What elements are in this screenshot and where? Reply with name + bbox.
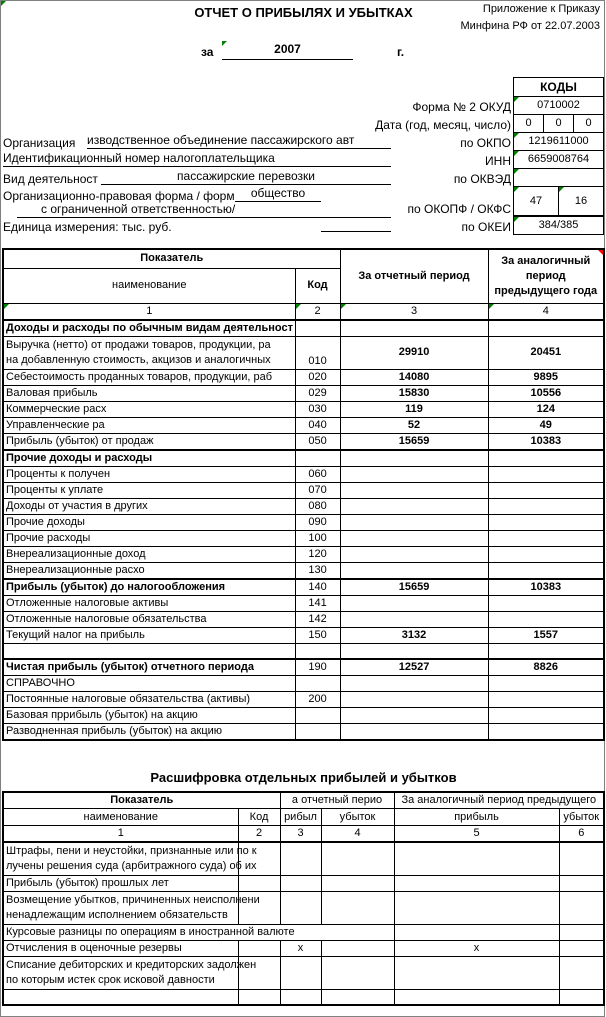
- row-code-cell: [238, 875, 280, 891]
- row-code-cell[interactable]: 120: [295, 546, 340, 562]
- table-row: [3, 482, 604, 498]
- value-cell-profit-previous[interactable]: [394, 956, 559, 989]
- value-cell-loss-current[interactable]: [321, 989, 394, 1005]
- row-label: Прочие доходы: [3, 514, 295, 530]
- row-label: Базовая пррибыль (убыток) на акцию: [3, 708, 295, 724]
- row-label: Управленческие ра: [3, 417, 295, 433]
- row-label: СПРАВОЧНО: [3, 676, 295, 692]
- table-row: [3, 579, 604, 596]
- okpo-label: по ОКПО: [460, 136, 511, 150]
- value-cell-loss-current[interactable]: [321, 842, 394, 875]
- header-row-2: [3, 809, 604, 826]
- value-cell-current[interactable]: [340, 562, 488, 579]
- row-code-cell[interactable]: 030: [295, 401, 340, 417]
- value-cell-current[interactable]: 3132: [340, 627, 488, 643]
- inn-value-box[interactable]: 6659008764: [513, 150, 604, 169]
- row-code-cell: [295, 708, 340, 724]
- value-cell-current[interactable]: [340, 530, 488, 546]
- row-code-cell: [238, 940, 280, 956]
- value-cell-current[interactable]: [340, 724, 488, 741]
- header-previous-period: За аналогичный период предыдущего: [394, 792, 604, 809]
- row-label: Внереализационные доход: [3, 546, 295, 562]
- section-label: Доходы и расходы по обычным видам деятельност: [3, 320, 295, 337]
- col-number: 5: [394, 826, 559, 843]
- table-row: [3, 466, 604, 482]
- comment-marker-icon: [514, 97, 519, 102]
- table-row: [3, 989, 604, 1005]
- value-cell-loss-current[interactable]: [321, 875, 394, 891]
- okei-label: по ОКЕИ: [461, 220, 511, 234]
- row-label: Валовая прибыль: [3, 385, 295, 401]
- header-code: Код: [295, 268, 340, 303]
- value-cell-current[interactable]: [340, 482, 488, 498]
- value-cell-profit-current[interactable]: [280, 842, 321, 875]
- row-code-cell[interactable]: 040: [295, 417, 340, 433]
- col-number: 3: [340, 303, 488, 320]
- table-row: [3, 546, 604, 562]
- row-label: Возмещение убытков, причиненных неисполнени ненадлежащим исполнением обязательств: [3, 891, 238, 924]
- column-numbers-row: [3, 303, 604, 320]
- date-month-cell[interactable]: 0: [543, 115, 573, 132]
- comment-marker-icon: [222, 41, 227, 46]
- row-label: Списание дебиторских и кредиторских задолжен по которым истек срок исковой давности: [3, 956, 238, 989]
- okved-label: по ОКВЭД: [453, 172, 511, 186]
- unit-label: Единица измерения: тыс. руб.: [3, 220, 172, 234]
- value-cell-profit-current[interactable]: [280, 891, 321, 924]
- value-cell-profit-current[interactable]: [280, 956, 321, 989]
- value-cell-previous[interactable]: [488, 595, 604, 611]
- header-profit: рибыл: [280, 809, 321, 826]
- value-cell-previous[interactable]: [488, 676, 604, 692]
- value-cell-previous[interactable]: 10383: [488, 433, 604, 450]
- unit-blank-underline: [321, 216, 391, 232]
- table-row: [3, 956, 604, 989]
- comment-marker-icon: [514, 187, 519, 192]
- row-code-cell: [295, 724, 340, 741]
- okved-value-box[interactable]: [513, 168, 604, 187]
- value-cell-loss-current[interactable]: [321, 956, 394, 989]
- comment-marker-icon: [514, 169, 519, 174]
- org-label: Организация: [3, 136, 76, 150]
- comment-marker-icon: [489, 304, 494, 309]
- value-cell-previous[interactable]: [488, 530, 604, 546]
- comment-marker-icon: [341, 304, 346, 309]
- row-label: Коммерческие расх: [3, 401, 295, 417]
- table-row: [3, 875, 604, 891]
- page-title: ОТЧЕТ О ПРИБЫЛЯХ И УБЫТКАХ: [194, 5, 413, 20]
- row-code-cell[interactable]: 090: [295, 514, 340, 530]
- row-label: Постоянные налоговые обязательства (активы): [3, 692, 295, 708]
- comment-marker-icon: [514, 217, 519, 222]
- inn-short-label: ИНН: [485, 154, 511, 168]
- value-cell-current[interactable]: 15659: [340, 433, 488, 450]
- row-code-cell[interactable]: 140: [295, 579, 340, 596]
- table-row: [3, 676, 604, 692]
- row-code-cell: [238, 842, 280, 875]
- header-indicator: Показатель: [3, 792, 280, 809]
- row-label: Отчисления в оценочные резервы: [3, 940, 238, 956]
- comment-marker-icon: [559, 187, 564, 192]
- okud-label: Форма № 2 ОКУД: [412, 100, 511, 114]
- period-prefix: за: [201, 45, 214, 59]
- okopf-value-cell[interactable]: 47: [514, 187, 558, 215]
- row-label: Текущий налог на прибыль: [3, 627, 295, 643]
- value-cell-profit-previous[interactable]: [394, 875, 559, 891]
- row-code-cell: [295, 643, 340, 659]
- col-number: 4: [488, 303, 604, 320]
- value-cell-current[interactable]: [340, 320, 488, 337]
- comment-marker-icon: [514, 133, 519, 138]
- okpo-value-box[interactable]: 1219611000: [513, 132, 604, 151]
- value-cell-current[interactable]: [340, 643, 488, 659]
- header-current-period: За отчетный период: [340, 249, 488, 303]
- comment-marker-icon: [4, 304, 9, 309]
- table-row: [3, 924, 604, 940]
- value-cell-previous[interactable]: [488, 692, 604, 708]
- annex-line2-clipped: Минфина РФ от 22.07.2003: [460, 20, 600, 32]
- value-cell-profit-previous[interactable]: [394, 924, 559, 940]
- value-cell-previous[interactable]: [488, 450, 604, 467]
- value-cell-previous[interactable]: 49: [488, 417, 604, 433]
- value-cell-previous[interactable]: [488, 320, 604, 337]
- value-cell-loss-previous[interactable]: [559, 940, 604, 956]
- comment-marker-icon: [296, 304, 301, 309]
- period-year-field[interactable]: 2007: [222, 41, 353, 60]
- value-cell-previous[interactable]: [488, 611, 604, 627]
- okei-value-box[interactable]: 384/385: [513, 216, 604, 235]
- legal-form-line2: с ограниченной ответственностью/: [17, 201, 391, 218]
- table-row: [3, 498, 604, 514]
- value-cell-loss-previous[interactable]: [559, 842, 604, 875]
- header-previous-period: За аналогичный период предыдущего года: [488, 249, 604, 303]
- value-cell-current[interactable]: 14080: [340, 369, 488, 385]
- value-cell-previous[interactable]: 9895: [488, 369, 604, 385]
- header-current-period: а отчетный перио: [280, 792, 394, 809]
- col-number: 2: [295, 303, 340, 320]
- table-row: [3, 385, 604, 401]
- table-row: [3, 842, 604, 875]
- row-label: Прибыль (убыток) прошлых лет: [3, 875, 238, 891]
- row-label: Себестоимость проданных товаров, продукции, раб: [3, 369, 295, 385]
- row-code-cell: [295, 320, 340, 337]
- table-row: [3, 891, 604, 924]
- okud-value-box[interactable]: 0710002: [513, 96, 604, 115]
- value-cell-loss-previous[interactable]: [559, 875, 604, 891]
- table-row: [3, 692, 604, 708]
- row-code-cell: [238, 989, 280, 1005]
- table-row: [3, 940, 604, 956]
- row-label: Отложенные налоговые обязательства: [3, 611, 295, 627]
- value-cell-current[interactable]: [340, 466, 488, 482]
- table-row: [3, 401, 604, 417]
- value-cell-previous[interactable]: [488, 466, 604, 482]
- legal-form-value-field[interactable]: общество: [235, 185, 321, 202]
- header-indicator: Показатель: [3, 249, 340, 268]
- value-cell-previous[interactable]: [488, 514, 604, 530]
- value-cell-current[interactable]: 119: [340, 401, 488, 417]
- date-year-cell[interactable]: 0: [525, 117, 532, 129]
- header-profit: прибыль: [394, 809, 559, 826]
- value-cell-previous[interactable]: [488, 562, 604, 579]
- table-row: [3, 611, 604, 627]
- value-cell-previous[interactable]: [488, 482, 604, 498]
- section-label: Прочие доходы и расходы: [3, 450, 295, 467]
- value-cell-current[interactable]: [340, 708, 488, 724]
- value-cell-previous[interactable]: 10556: [488, 385, 604, 401]
- header-name: наименование: [3, 268, 295, 303]
- date-day-cell[interactable]: 0: [573, 115, 603, 132]
- row-label: [3, 989, 238, 1005]
- value-cell-loss-previous[interactable]: [559, 956, 604, 989]
- row-label: Проценты к получен: [3, 466, 295, 482]
- value-cell-current[interactable]: [340, 498, 488, 514]
- codes-title-box: КОДЫ: [513, 77, 604, 97]
- header-code: Код: [238, 809, 280, 826]
- row-label: Прибыль (убыток) от продаж: [3, 433, 295, 450]
- value-cell-profit-current[interactable]: [280, 989, 321, 1005]
- breakdown-table: [2, 791, 605, 1006]
- col-number: 1: [3, 826, 238, 843]
- value-cell-current[interactable]: [340, 514, 488, 530]
- value-cell-profit-previous[interactable]: [394, 842, 559, 875]
- date-label: Дата (год, месяц, число): [375, 118, 511, 132]
- row-label: Выручка (нетто) от продажи товаров, продукции, ра на добавленную стоимость, акцизов и аналогичных: [3, 336, 295, 369]
- income-statement-table: [2, 248, 605, 741]
- row-label: Чистая прибыль (убыток) отчетного периода: [3, 659, 295, 676]
- table-row: [3, 643, 604, 659]
- value-cell-previous[interactable]: [488, 546, 604, 562]
- annex-line1: Приложение к Приказу: [482, 3, 600, 15]
- table-row: [3, 724, 604, 741]
- legal-form-label: Организационно-правовая форма / форм: [3, 189, 235, 203]
- table-row: [3, 659, 604, 676]
- value-cell-current[interactable]: [340, 692, 488, 708]
- header-loss: убыток: [321, 809, 394, 826]
- okopf-okfs-boxes: [513, 186, 604, 216]
- value-cell-loss-previous[interactable]: [559, 924, 604, 940]
- comment-marker-icon: [514, 151, 519, 156]
- value-cell-previous[interactable]: [488, 708, 604, 724]
- value-cell-loss-previous[interactable]: [559, 989, 604, 1005]
- value-cell-previous[interactable]: 20451: [488, 336, 604, 369]
- section-row: [3, 450, 604, 467]
- row-code-cell[interactable]: 020: [295, 369, 340, 385]
- value-cell-current[interactable]: 15830: [340, 385, 488, 401]
- value-cell-previous[interactable]: 124: [488, 401, 604, 417]
- row-code-cell[interactable]: 141: [295, 595, 340, 611]
- value-cell-loss-current[interactable]: [321, 924, 394, 940]
- table-row: [3, 417, 604, 433]
- value-cell-current[interactable]: 12527: [340, 659, 488, 676]
- row-code-cell[interactable]: 100: [295, 530, 340, 546]
- value-cell-current[interactable]: [340, 676, 488, 692]
- value-cell-current[interactable]: [340, 450, 488, 467]
- row-label: [3, 643, 295, 659]
- value-cell-previous[interactable]: [488, 498, 604, 514]
- table-row: [3, 627, 604, 643]
- row-label: Внереализационные расхо: [3, 562, 295, 579]
- row-code-cell[interactable]: 060: [295, 466, 340, 482]
- date-boxes: [513, 114, 604, 133]
- table-row: [3, 336, 604, 369]
- section-row: [3, 320, 604, 337]
- table-row: [3, 530, 604, 546]
- value-cell-current[interactable]: [340, 611, 488, 627]
- value-cell-current[interactable]: 29910: [340, 336, 488, 369]
- row-label: Разводненная прибыль (убыток) на акцию: [3, 724, 295, 741]
- header-name: наименование: [3, 809, 238, 826]
- row-label: Доходы от участия в других: [3, 498, 295, 514]
- activity-label: Вид деятельност: [3, 172, 98, 186]
- alert-marker-icon: [598, 250, 603, 255]
- period-suffix: г.: [397, 45, 405, 59]
- table-row: [3, 369, 604, 385]
- row-code-cell[interactable]: 080: [295, 498, 340, 514]
- row-label: Штрафы, пени и неустойки, признанные или по к лучены решения суда (арбитражного суда) об их: [3, 842, 238, 875]
- col-number: 1: [3, 303, 295, 320]
- value-cell-current[interactable]: 15659: [340, 579, 488, 596]
- row-code-cell: [238, 891, 280, 924]
- row-label: Курсовые разницы по операциям в иностранной валюте: [3, 924, 238, 940]
- header-row-1: [3, 249, 604, 268]
- row-code-cell: [295, 676, 340, 692]
- row-code-cell[interactable]: 130: [295, 562, 340, 579]
- value-cell-current[interactable]: [340, 595, 488, 611]
- row-code-cell[interactable]: 070: [295, 482, 340, 498]
- column-numbers-row: [3, 826, 604, 843]
- value-cell-profit-current[interactable]: [280, 875, 321, 891]
- col-number: 4: [321, 826, 394, 843]
- table-row: [3, 433, 604, 450]
- value-cell-loss-previous[interactable]: [559, 891, 604, 924]
- breakdown-title: Расшифровка отдельных прибылей и убытков: [150, 770, 457, 785]
- value-cell-loss-current[interactable]: [321, 891, 394, 924]
- row-code-cell[interactable]: 200: [295, 692, 340, 708]
- col-number: 2: [238, 826, 280, 843]
- row-label: Прочие расходы: [3, 530, 295, 546]
- value-cell-profit-previous[interactable]: х: [394, 940, 559, 956]
- value-cell-loss-current[interactable]: [321, 940, 394, 956]
- value-cell-profit-previous[interactable]: [394, 891, 559, 924]
- value-cell-previous[interactable]: 1557: [488, 627, 604, 643]
- row-code-cell: [238, 956, 280, 989]
- row-code-cell[interactable]: 150: [295, 627, 340, 643]
- activity-value-field[interactable]: пассажирские перевозки: [101, 168, 391, 185]
- table-row: [3, 514, 604, 530]
- row-label: Проценты к уплате: [3, 482, 295, 498]
- row-label: Прибыль (убыток) до налогообложения: [3, 579, 295, 596]
- row-label: Отложенные налоговые активы: [3, 595, 295, 611]
- row-code-cell[interactable]: 029: [295, 385, 340, 401]
- row-code-cell: [295, 450, 340, 467]
- value-cell-previous[interactable]: [488, 643, 604, 659]
- table-row: [3, 562, 604, 579]
- value-cell-previous[interactable]: [488, 724, 604, 741]
- col-number: 6: [559, 826, 604, 843]
- row-code-cell[interactable]: 142: [295, 611, 340, 627]
- row-code-cell[interactable]: 050: [295, 433, 340, 450]
- value-cell-current[interactable]: [340, 546, 488, 562]
- header-row-1: [3, 792, 604, 809]
- org-value-field[interactable]: изводственное объединение пассажирского авт: [87, 132, 391, 149]
- okopf-label: по ОКОПФ / ОКФС: [407, 202, 511, 216]
- okfs-value-cell[interactable]: 16: [558, 187, 603, 215]
- row-code-cell[interactable]: 010: [295, 336, 340, 369]
- table-row: [3, 595, 604, 611]
- col-number: 3: [280, 826, 321, 843]
- value-cell-previous[interactable]: 10383: [488, 579, 604, 596]
- value-cell-previous[interactable]: 8826: [488, 659, 604, 676]
- header-loss: убыток: [559, 809, 604, 826]
- table-row: [3, 708, 604, 724]
- value-cell-profit-previous[interactable]: [394, 989, 559, 1005]
- value-cell-current[interactable]: 52: [340, 417, 488, 433]
- row-code-cell[interactable]: 190: [295, 659, 340, 676]
- value-cell-profit-current[interactable]: х: [280, 940, 321, 956]
- inn-label: Идентификационный номер налогоплательщика: [3, 150, 391, 167]
